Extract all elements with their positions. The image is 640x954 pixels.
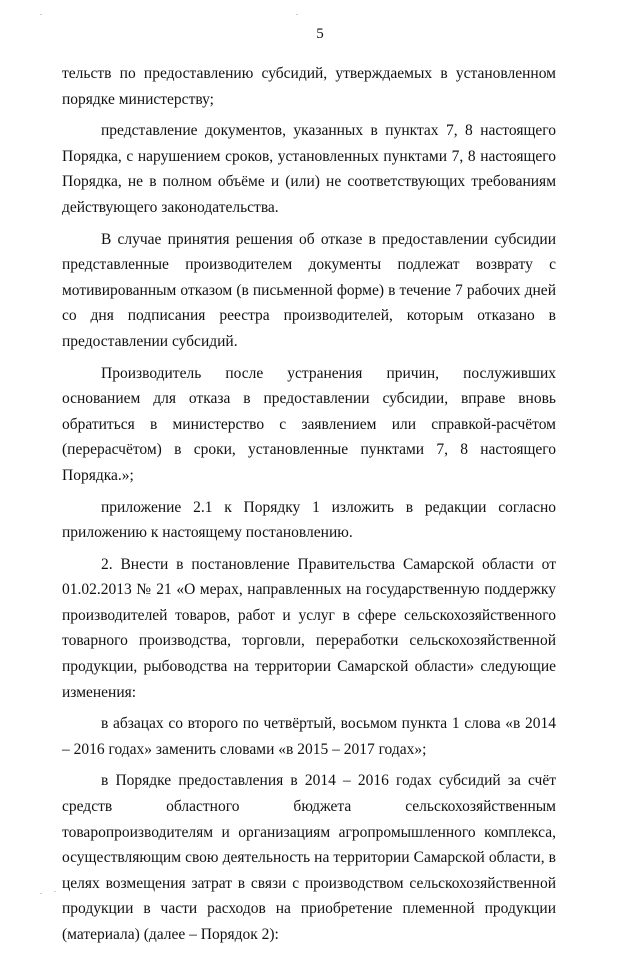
document-body [62,61,556,954]
paragraph-procedure-2: в Порядке предоставления в 2014 – 2016 годах субсидий за счёт средств областного бюджета сельскохозяйственным товаропроизводителям и организациям агропромышленного комплекса, осуществляющим свою деятельность на территории Самарской области, в целях возмещения затрат в связи с производством сельскохозяйственной продукции в части расходов на приобретение племенной продукции (материала) (далее – Порядок 2): [62,772,556,943]
paragraph-refusal-decision: В случае принятия решения об отказе в предоставлении субсидии представленные производителем документы подлежат возврату с мотивированным отказом (в письменной форме) в течение 7 рабочих дней со дня подписания реестра производителей, которым отказано в предоставлении субсидий. [62,230,556,350]
paragraph-reapplication: Производитель после устранения причин, послуживших основанием для отказа в предоставлении субсидии, вправе вновь обратиться в министерство с заявлением или справкой-расчётом (перерасчётом) в сроки, установленные пунктами 7, 8 настоящего Порядка.»; [62,364,556,484]
scan-mark [296,14,298,15]
paragraph-continuation: тельств по предоставлению субсидий, утверждаемых в установленном порядке министерству; [62,65,556,108]
page-number: 5 [316,26,324,42]
scan-mark [40,14,42,15]
scan-mark [54,891,56,892]
scan-mark [40,893,42,894]
paragraph-years-replacement: в абзацах со второго по четвёртый, восьмом пункта 1 слова «в 2014 – 2016 годах» заменить словами «в 2015 – 2017 годах»; [62,715,556,758]
paragraph-documents-violation: представление документов, указанных в пунктах 7, 8 настоящего Порядка, с нарушением сроков, установленных пунктами 7, 8 настоящего Порядка, не в полном объёме и (или) не соответствующих требованиям действующего законодательства. [62,122,556,216]
paragraph-appendix-2-1: приложение 2.1 к Порядку 1 изложить в редакции согласно приложению к настоящему постановлению. [62,498,556,542]
paragraph-amendment-2: 2. Внести в постановление Правительства Самарской области от 01.02.2013 № 21 «О мерах, направленных на государственную поддержку производителей товаров, работ и услуг в сфере сельскохозяйственного товарного производства, торговли, переработки сельскохозяйственной продукции, рыбоводства на территории Самарской области» следующие изменения: [62,555,556,701]
